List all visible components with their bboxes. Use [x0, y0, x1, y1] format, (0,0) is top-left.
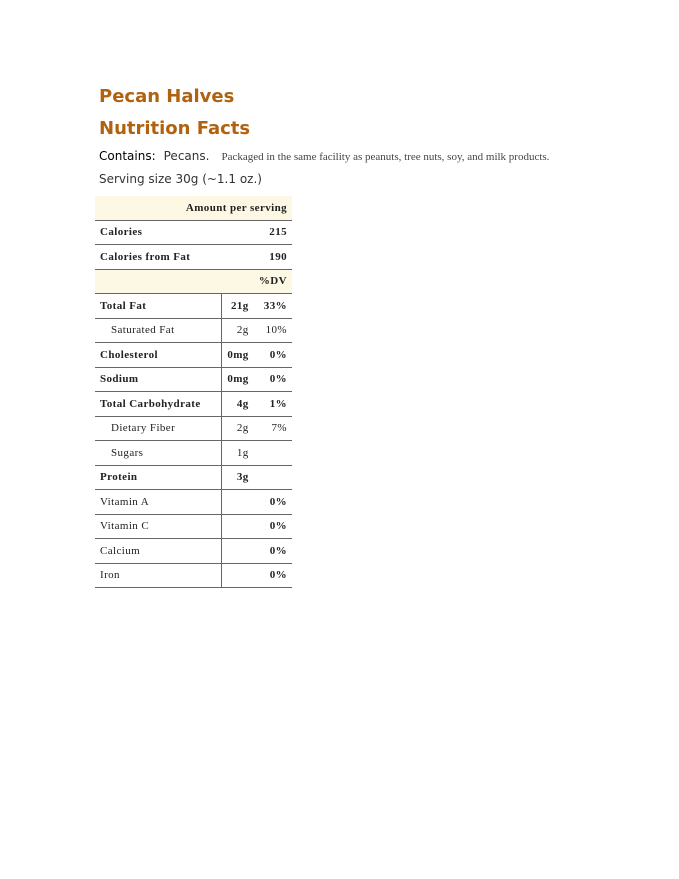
- nutrient-label: Vitamin A: [95, 490, 221, 515]
- nutrient-amount: [221, 539, 253, 564]
- nutrient-label: Calcium: [95, 539, 221, 564]
- nutrient-amount: 3g: [221, 465, 253, 490]
- nutrient-dv: 7%: [254, 416, 292, 441]
- nutrient-dv: 33%: [254, 294, 292, 319]
- nutrient-amount: 21g: [221, 294, 253, 319]
- nutrient-dv: 0%: [254, 539, 292, 564]
- amount-header-row: [95, 196, 292, 220]
- nutrient-amount: [221, 514, 253, 539]
- nutrient-label: Iron: [95, 563, 221, 588]
- nutrient-label: Sugars: [95, 441, 221, 466]
- nutrient-amount: 0mg: [221, 367, 253, 392]
- product-title: Pecan Halves: [99, 86, 235, 107]
- amount-per-serving-header: Amount per serving: [95, 196, 292, 220]
- nutrient-label: Sodium: [95, 367, 221, 392]
- table-row: [95, 563, 292, 588]
- table-row: [95, 343, 292, 368]
- table-row: [95, 367, 292, 392]
- nutrient-amount: 2g: [221, 318, 253, 343]
- dv-header-row: [95, 269, 292, 294]
- nutrient-label: Total Carbohydrate: [95, 392, 221, 417]
- nutrient-amount: 0mg: [221, 343, 253, 368]
- nutrient-label: Saturated Fat: [95, 318, 221, 343]
- calories-fat-label: Calories from Fat: [95, 245, 221, 270]
- calories-value: 215: [221, 220, 292, 245]
- nutrition-heading: Nutrition Facts: [99, 118, 251, 139]
- nutrient-amount: 4g: [221, 392, 253, 417]
- nutrient-dv: 1%: [254, 392, 292, 417]
- table-row: [95, 539, 292, 564]
- table-row: [95, 490, 292, 515]
- nutrient-dv: 0%: [254, 490, 292, 515]
- table-row: [95, 465, 292, 490]
- nutrient-amount: 2g: [221, 416, 253, 441]
- calories-fat-row: [95, 245, 292, 270]
- calories-fat-value: 190: [221, 245, 292, 270]
- contains-label: Contains:: [99, 149, 156, 163]
- nutrient-label: Vitamin C: [95, 514, 221, 539]
- calories-label: Calories: [95, 220, 221, 245]
- table-row: [95, 441, 292, 466]
- table-row: [95, 392, 292, 417]
- nutrition-table: [95, 196, 292, 588]
- nutrient-amount: [221, 563, 253, 588]
- nutrient-dv: 0%: [254, 563, 292, 588]
- nutrient-label: Cholesterol: [95, 343, 221, 368]
- allergen-note: Packaged in the same facility as peanuts, tree nuts, soy, and milk products.: [221, 151, 550, 163]
- table-row: [95, 294, 292, 319]
- document: [99, 84, 619, 187]
- nutrient-dv: 0%: [254, 343, 292, 368]
- nutrient-amount: [221, 490, 253, 515]
- table-row: [95, 514, 292, 539]
- serving-size: Serving size 30g (~1.1 oz.): [99, 172, 262, 186]
- nutrient-amount: 1g: [221, 441, 253, 466]
- nutrient-dv: 0%: [254, 514, 292, 539]
- nutrient-dv: 10%: [254, 318, 292, 343]
- table-row: [95, 416, 292, 441]
- contains-line: [99, 148, 619, 165]
- contains-items: Pecans.: [163, 149, 210, 163]
- nutrient-label: Total Fat: [95, 294, 221, 319]
- nutrient-label: Protein: [95, 465, 221, 490]
- nutrient-dv: [254, 465, 292, 490]
- nutrient-dv: [254, 441, 292, 466]
- dv-header: %DV: [95, 269, 292, 294]
- calories-row: [95, 220, 292, 245]
- table-row: [95, 318, 292, 343]
- nutrient-dv: 0%: [254, 367, 292, 392]
- nutrient-label: Dietary Fiber: [95, 416, 221, 441]
